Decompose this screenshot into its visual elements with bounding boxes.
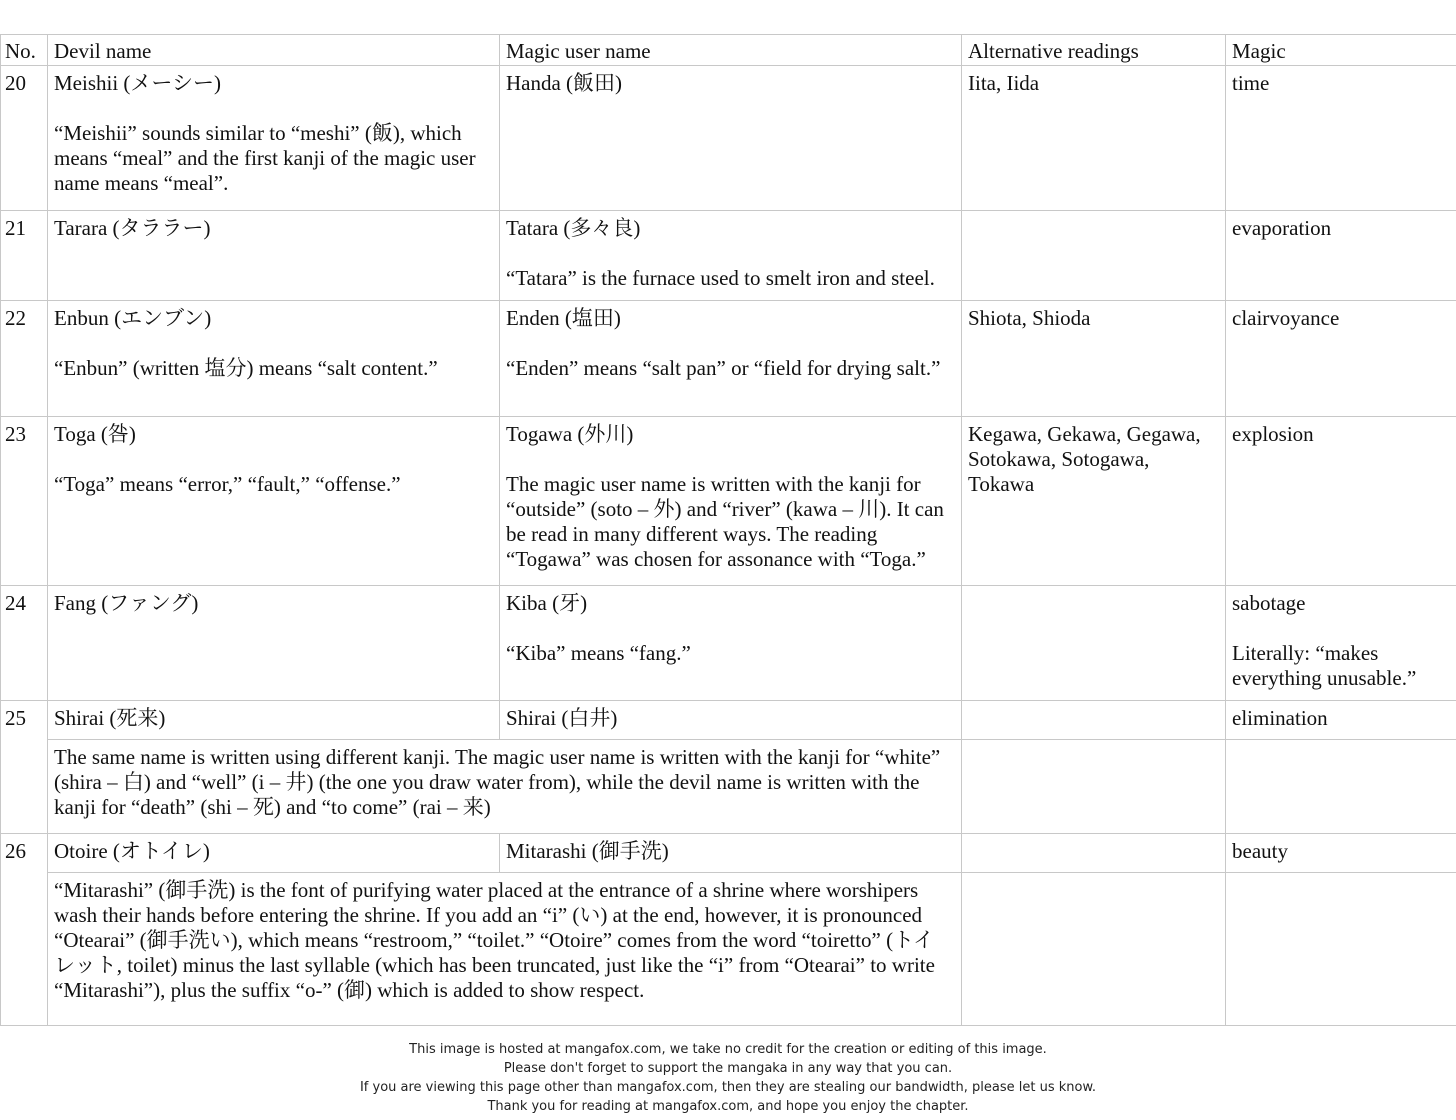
alternative-readings: Shiota, Shioda (962, 301, 1226, 417)
hosting-notice (0, 1040, 1456, 1116)
devil-name: Toga (咎) (54, 422, 136, 446)
magic-cell (1226, 417, 1456, 586)
magic-user-name-cell (500, 701, 962, 740)
header-devil-name: Devil name (48, 35, 500, 66)
devil-name-cell (48, 66, 500, 211)
magic-user-note: “Kiba” means “fang.” (506, 641, 691, 665)
magic-user-name-cell (500, 586, 962, 701)
alternative-readings: Kegawa, Gekawa, Gegawa, Sotokawa, Sotogawa, Tokawa (962, 417, 1226, 586)
magic: explosion (1232, 422, 1314, 446)
hosting-notice-line: This image is hosted at mangafox.com, we take no credit for the creation or editing of this image. (409, 1042, 1047, 1057)
magic-user-note: “Tatara” is the furnace used to smelt iron and steel. (506, 266, 935, 290)
magic-cell (1226, 701, 1456, 740)
table-row (1, 301, 1456, 417)
magic-cell (1226, 834, 1456, 873)
empty-cell (1226, 740, 1456, 834)
devil-name-cell (48, 834, 500, 873)
table-row (1, 701, 1456, 740)
magic-user-name: Handa (飯田) (506, 71, 623, 95)
magic: elimination (1232, 706, 1328, 730)
devil-name: Tarara (タララー) (54, 216, 211, 240)
devil-name-cell (48, 301, 500, 417)
magic-user-name-cell (500, 834, 962, 873)
magic-user-name: Togawa (外川) (506, 422, 634, 446)
magic-user-note: The magic user name is written with the kanji for “outside” (soto – 外) and “river” (kawa – 川). It can be read in many different ways. The reading “Togawa” was chosen for assonance with “Toga.” (506, 472, 944, 571)
magic-user-name: Shirai (白井) (506, 706, 618, 730)
magic-user-name-cell (500, 66, 962, 211)
alternative-readings (962, 211, 1226, 301)
devil-name-cell (48, 586, 500, 701)
devil-note: “Meishii” sounds similar to “meshi” (飯), which means “meal” and the first kanji of the magic user name means “meal”. (54, 121, 476, 195)
alternative-readings: Iita, Iida (962, 66, 1226, 211)
table-row (1, 586, 1456, 701)
devil-name-cell (48, 417, 500, 586)
magic-user-name: Mitarashi (御手洗) (506, 839, 669, 863)
magic-cell (1226, 66, 1456, 211)
devil-name-cell (48, 701, 500, 740)
magic: sabotage (1232, 591, 1306, 615)
devil-note: “Enbun” (written 塩分) means “salt content.” (54, 356, 438, 380)
hosting-notice-line: Please don't forget to support the mangaka in any way that you can. (503, 1061, 953, 1076)
magic: evaporation (1232, 216, 1332, 240)
row-number: 25 (1, 701, 48, 834)
table-row (1, 417, 1456, 586)
header-alternative-readings: Alternative readings (962, 35, 1226, 66)
explanation-note: The same name is written using different kanji. The magic user name is written with the kanji for “white” (shira – 白) and “well” (i – 井) (the one you draw water from), while the devil name is written with the kanji for “death” (shi – 死) and “to come” (rai – 来) (48, 740, 962, 834)
devil-name: Enbun (エンブン) (54, 306, 212, 330)
alternative-readings (962, 701, 1226, 740)
magic: time (1232, 71, 1270, 95)
magic-user-name-cell (500, 301, 962, 417)
alternative-readings (962, 834, 1226, 873)
magic-cell (1226, 586, 1456, 701)
magic-user-name-cell (500, 211, 962, 301)
magic: beauty (1232, 839, 1288, 863)
row-number: 24 (1, 586, 48, 701)
devil-name: Otoire (オトイレ) (54, 839, 210, 863)
explanation-note: “Mitarashi” (御手洗) is the font of purifying water placed at the entrance of a shrine where worshipers wash their hands before entering the shrine. If you add an “i” (い) at the end, however, it is pronounced “Otearai” (御手洗い), which means “restroom,” “toilet.” “Otoire” comes from the word “toiretto” (トイレット, toilet) minus the last syllable (which has been truncated, just like the “i” from “Otearai” to write “Mitarashi”), plus the suffix “o-” (御) which is added to show respect. (48, 873, 962, 1026)
header-row (1, 35, 1456, 66)
devil-note: “Toga” means “error,” “fault,” “offense.” (54, 472, 401, 496)
names-table (0, 34, 1456, 1026)
table-row-note (1, 740, 1456, 834)
magic-note: Literally: “makes everything unusable.” (1232, 641, 1417, 690)
header-magic-user-name: Magic user name (500, 35, 962, 66)
row-number: 21 (1, 211, 48, 301)
magic-cell (1226, 211, 1456, 301)
alternative-readings (962, 586, 1226, 701)
empty-cell (962, 740, 1226, 834)
hosting-notice-line: If you are viewing this page other than mangafox.com, then they are stealing our bandwidth, please let us know. (359, 1080, 1097, 1095)
row-number: 23 (1, 417, 48, 586)
table-row (1, 66, 1456, 211)
devil-name: Fang (ファング) (54, 591, 199, 615)
magic-user-name: Tatara (多々良) (506, 216, 641, 240)
empty-cell (1226, 873, 1456, 1026)
magic-user-name: Kiba (牙) (506, 591, 588, 615)
row-number: 26 (1, 834, 48, 1026)
empty-cell (962, 873, 1226, 1026)
devil-name-cell (48, 211, 500, 301)
table-row-note (1, 873, 1456, 1026)
magic-user-name-cell (500, 417, 962, 586)
devil-name: Shirai (死来) (54, 706, 166, 730)
magic: clairvoyance (1232, 306, 1340, 330)
devil-name: Meishii (メーシー) (54, 71, 221, 95)
header-no: No. (1, 35, 48, 66)
hosting-notice-line: Thank you for reading at mangafox.com, and hope you enjoy the chapter. (487, 1099, 969, 1114)
row-number: 20 (1, 66, 48, 211)
magic-user-note: “Enden” means “salt pan” or “field for drying salt.” (506, 356, 941, 380)
table-row (1, 834, 1456, 873)
table-row (1, 211, 1456, 301)
header-magic: Magic (1226, 35, 1456, 66)
row-number: 22 (1, 301, 48, 417)
magic-user-name: Enden (塩田) (506, 306, 621, 330)
magic-cell (1226, 301, 1456, 417)
